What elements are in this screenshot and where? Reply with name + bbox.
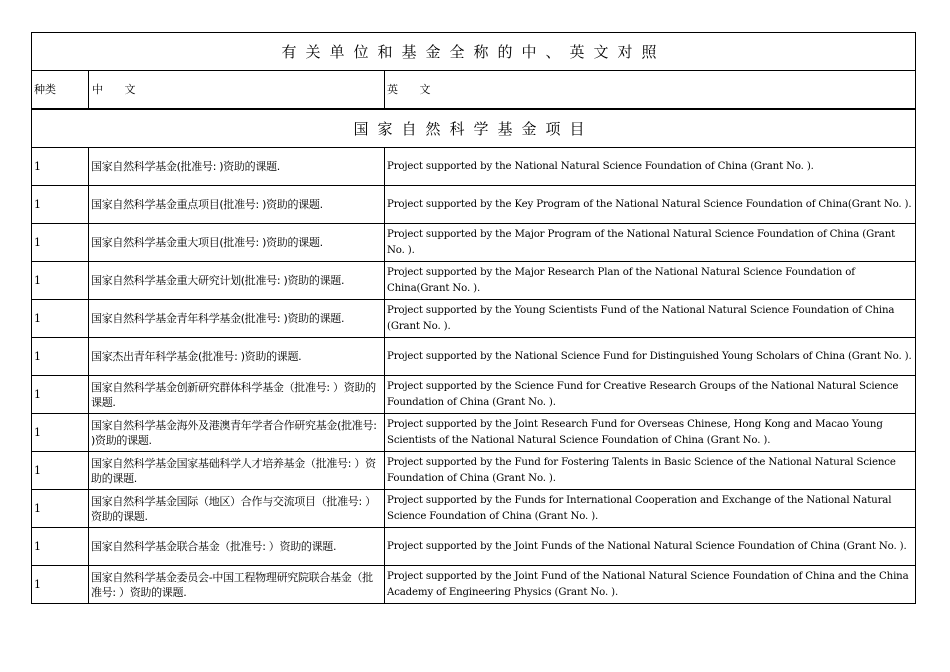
row-english-name: Project supported by the Fund for Fostering Talents in Basic Science of the National Natural Science Foundation of China (Grant No. ). xyxy=(385,452,916,490)
table-row xyxy=(32,262,916,300)
row-english-name: Project supported by the Joint Funds of the National Natural Science Foundation of China (Grant No. ). xyxy=(385,528,916,566)
row-kind: 1 xyxy=(32,490,89,528)
row-chinese-name: 国家自然科学基金海外及港澳青年学者合作研究基金(批准号: )资助的课题. xyxy=(89,414,385,452)
row-english-name: Project supported by the Funds for International Cooperation and Exchange of the National Natural Science Foundation of China (Grant No. ). xyxy=(385,490,916,528)
column-header-row xyxy=(32,71,916,110)
row-chinese-name: 国家自然科学基金委员会-中国工程物理研究院联合基金（批准号: ）资助的课题. xyxy=(89,566,385,604)
row-kind: 1 xyxy=(32,376,89,414)
row-english-name: Project supported by the Joint Research Fund for Overseas Chinese, Hong Kong and Macao Young Scientists of the National Natural Science Foundation of China (Grant No. ). xyxy=(385,414,916,452)
row-kind: 1 xyxy=(32,338,89,376)
chinese-column-header: 中 文 xyxy=(89,71,385,110)
kind-column-header: 种类 xyxy=(32,71,89,110)
section-title-row xyxy=(32,109,916,148)
row-kind: 1 xyxy=(32,528,89,566)
table-title: 有关单位和基金全称的中、英文对照 xyxy=(32,33,916,71)
table-title-row xyxy=(32,33,916,71)
table-row xyxy=(32,224,916,262)
table-row xyxy=(32,186,916,224)
row-kind: 1 xyxy=(32,300,89,338)
row-chinese-name: 国家自然科学基金创新研究群体科学基金（批准号: ）资助的课题. xyxy=(89,376,385,414)
row-kind: 1 xyxy=(32,414,89,452)
row-kind: 1 xyxy=(32,186,89,224)
row-chinese-name: 国家自然科学基金重大研究计划(批准号: )资助的课题. xyxy=(89,262,385,300)
row-chinese-name: 国家自然科学基金重点项目(批准号: )资助的课题. xyxy=(89,186,385,224)
row-english-name: Project supported by the Major Research Plan of the National Natural Science Foundation of China(Grant No. ). xyxy=(385,262,916,300)
row-chinese-name: 国家自然科学基金重大项目(批准号: )资助的课题. xyxy=(89,224,385,262)
row-kind: 1 xyxy=(32,566,89,604)
table-row xyxy=(32,376,916,414)
row-chinese-name: 国家杰出青年科学基金(批准号: )资助的课题. xyxy=(89,338,385,376)
row-kind: 1 xyxy=(32,224,89,262)
row-english-name: Project supported by the National Science Fund for Distinguished Young Scholars of China (Grant No. ). xyxy=(385,338,916,376)
fund-name-table xyxy=(31,32,916,604)
row-english-name: Project supported by the Joint Fund of the National Natural Science Foundation of China and the China Academy of Engineering Physics (Grant No. ). xyxy=(385,566,916,604)
row-kind: 1 xyxy=(32,452,89,490)
table-row xyxy=(32,414,916,452)
row-english-name: Project supported by the Major Program of the National Natural Science Foundation of China (Grant No. ). xyxy=(385,224,916,262)
table-row xyxy=(32,338,916,376)
row-english-name: Project supported by the Key Program of the National Natural Science Foundation of China(Grant No. ). xyxy=(385,186,916,224)
table-row xyxy=(32,490,916,528)
row-english-name: Project supported by the National Natural Science Foundation of China (Grant No. ). xyxy=(385,148,916,186)
table-row xyxy=(32,566,916,604)
row-chinese-name: 国家自然科学基金(批准号: )资助的课题. xyxy=(89,148,385,186)
table-row xyxy=(32,300,916,338)
table-row xyxy=(32,148,916,186)
row-english-name: Project supported by the Young Scientists Fund of the National Natural Science Foundation of China (Grant No. ). xyxy=(385,300,916,338)
section-title: 国家自然科学基金项目 xyxy=(32,109,916,148)
row-chinese-name: 国家自然科学基金青年科学基金(批准号: )资助的课题. xyxy=(89,300,385,338)
row-chinese-name: 国家自然科学基金联合基金（批准号: ）资助的课题. xyxy=(89,528,385,566)
row-kind: 1 xyxy=(32,148,89,186)
english-column-header: 英 文 xyxy=(385,71,916,110)
row-chinese-name: 国家自然科学基金国家基础科学人才培养基金（批准号: ）资助的课题. xyxy=(89,452,385,490)
table-row xyxy=(32,528,916,566)
table-row xyxy=(32,452,916,490)
row-english-name: Project supported by the Science Fund for Creative Research Groups of the National Natural Science Foundation of China (Grant No. ). xyxy=(385,376,916,414)
row-kind: 1 xyxy=(32,262,89,300)
row-chinese-name: 国家自然科学基金国际（地区）合作与交流项目（批准号: ）资助的课题. xyxy=(89,490,385,528)
